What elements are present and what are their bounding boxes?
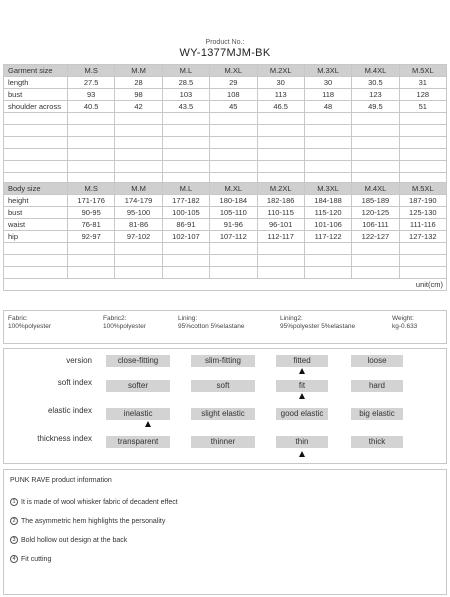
table-cell: 28 — [115, 77, 162, 89]
row-label: length — [4, 77, 68, 89]
table-cell: 30 — [304, 77, 351, 89]
thickness-index-label: thickness index — [37, 434, 92, 443]
body-size-table — [3, 182, 447, 291]
table-cell: 49.5 — [352, 101, 399, 113]
feature-item — [10, 498, 178, 506]
selected-marker-icon — [299, 451, 305, 457]
table-cell: 180-184 — [210, 195, 257, 207]
size-header: M.L — [162, 65, 209, 77]
table-cell: 28.5 — [162, 77, 209, 89]
circled-number-icon: 1 — [10, 498, 18, 506]
size-header: M.S — [68, 183, 115, 195]
table-cell: 105-110 — [210, 207, 257, 219]
table-cell: 31 — [399, 77, 446, 89]
garment-size-table — [3, 64, 447, 185]
fabric-info — [3, 310, 447, 344]
elastic-index-label: elastic index — [47, 406, 92, 415]
table-cell: 48 — [304, 101, 351, 113]
feature-text: The asymmetric hem highlights the personality — [21, 517, 166, 525]
elastic-index-option-selected: inelastic — [106, 408, 170, 420]
lining-value: 95%cotton 5%elastane — [178, 323, 245, 330]
table-cell: 120-125 — [352, 207, 399, 219]
table-cell: 123 — [352, 89, 399, 101]
fabric-label: Fabric: — [8, 315, 28, 322]
table-cell: 103 — [162, 89, 209, 101]
feature-text: Fit cutting — [21, 555, 52, 563]
table-cell: 76-81 — [68, 219, 115, 231]
table-cell: 98 — [115, 89, 162, 101]
size-header: M.5XL — [399, 183, 446, 195]
size-header: M.M — [115, 65, 162, 77]
lining-label: Lining: — [178, 315, 198, 322]
table-row — [4, 231, 447, 243]
fabric2-label: Fabric2: — [103, 315, 127, 322]
selected-marker-icon — [299, 368, 305, 374]
feature-text: Bold hollow out design at the back — [21, 536, 128, 544]
table-cell: 42 — [115, 101, 162, 113]
thickness-index-option-selected: thin — [276, 436, 328, 448]
table-cell: 113 — [257, 89, 304, 101]
empty-row — [4, 137, 447, 149]
elastic-index-option: big elastic — [351, 408, 403, 420]
row-label: shoulder across — [4, 101, 68, 113]
fit-index-panel — [3, 348, 447, 464]
table-cell: 107-112 — [210, 231, 257, 243]
table-cell: 111-116 — [399, 219, 446, 231]
version-label: version — [66, 356, 92, 365]
row-label: bust — [4, 207, 68, 219]
table-cell: 95-100 — [115, 207, 162, 219]
soft-index-option: softer — [106, 380, 170, 392]
table-cell: 127-132 — [399, 231, 446, 243]
table-cell: 128 — [399, 89, 446, 101]
table-row — [4, 195, 447, 207]
feature-text: It is made of wool whisker fabric of decadent effect — [21, 498, 178, 506]
thickness-index-option: transparent — [106, 436, 170, 448]
table-cell: 177-182 — [162, 195, 209, 207]
unit-row — [4, 279, 447, 291]
size-header: M.4XL — [352, 65, 399, 77]
table-cell: 45 — [210, 101, 257, 113]
size-header: M.4XL — [352, 183, 399, 195]
version-option: slim-fitting — [191, 355, 255, 367]
product-number-label: Product No.: — [205, 39, 245, 46]
table-cell: 102-107 — [162, 231, 209, 243]
table-row — [4, 101, 447, 113]
empty-row — [4, 113, 447, 125]
table-cell: 96-101 — [257, 219, 304, 231]
empty-row — [4, 243, 447, 255]
table-cell: 40.5 — [68, 101, 115, 113]
row-label: waist — [4, 219, 68, 231]
table-cell: 187-190 — [399, 195, 446, 207]
circled-number-icon: 4 — [10, 555, 18, 563]
soft-index-option-selected: fit — [276, 380, 328, 392]
fabric-block — [8, 315, 51, 331]
row-label: hip — [4, 231, 68, 243]
garment-size-header-row — [4, 65, 447, 77]
fabric2-block — [103, 315, 146, 331]
thickness-index-option: thick — [351, 436, 403, 448]
size-header: M.2XL — [257, 65, 304, 77]
weight-value: kg-0.633 — [392, 323, 418, 330]
table-cell: 100-105 — [162, 207, 209, 219]
table-cell: 91-96 — [210, 219, 257, 231]
table-cell: 184-188 — [304, 195, 351, 207]
product-info-title: PUNK RAVE product information — [10, 477, 112, 484]
table-cell: 125-130 — [399, 207, 446, 219]
circled-number-icon: 2 — [10, 517, 18, 525]
empty-row — [4, 267, 447, 279]
size-header: M.XL — [210, 183, 257, 195]
weight-block — [392, 315, 417, 331]
row-label: height — [4, 195, 68, 207]
table-cell: 81-86 — [115, 219, 162, 231]
feature-item — [10, 517, 165, 525]
lining2-value: 95%polyester 5%elastane — [280, 323, 356, 330]
size-header: M.5XL — [399, 65, 446, 77]
empty-row — [4, 149, 447, 161]
table-row — [4, 89, 447, 101]
size-header: M.M — [115, 183, 162, 195]
table-row — [4, 219, 447, 231]
table-cell: 46.5 — [257, 101, 304, 113]
table-row — [4, 207, 447, 219]
selected-marker-icon — [145, 421, 151, 427]
thickness-index-option: thinner — [191, 436, 255, 448]
product-header — [0, 38, 450, 59]
empty-row — [4, 161, 447, 173]
table-cell: 101-106 — [304, 219, 351, 231]
table-cell: 118 — [304, 89, 351, 101]
size-header: M.XL — [210, 65, 257, 77]
version-option: loose — [351, 355, 403, 367]
empty-row — [4, 125, 447, 137]
table-cell: 51 — [399, 101, 446, 113]
table-cell: 185-189 — [352, 195, 399, 207]
unit-label: unit(cm) — [4, 279, 447, 291]
product-code: WY-1377MJM-BK — [179, 47, 271, 59]
table-cell: 27.5 — [68, 77, 115, 89]
circled-number-icon: 3 — [10, 536, 18, 544]
table-cell: 29 — [210, 77, 257, 89]
garment-size-header: Garment size — [4, 65, 68, 77]
table-cell: 171-176 — [68, 195, 115, 207]
version-option: close-fitting — [106, 355, 170, 367]
table-cell: 97-102 — [115, 231, 162, 243]
table-cell: 112-117 — [257, 231, 304, 243]
table-cell: 117-122 — [304, 231, 351, 243]
table-cell: 110-115 — [257, 207, 304, 219]
table-cell: 182-186 — [257, 195, 304, 207]
size-header: M.3XL — [304, 65, 351, 77]
table-cell: 86-91 — [162, 219, 209, 231]
size-header: M.2XL — [257, 183, 304, 195]
size-header: M.3XL — [304, 183, 351, 195]
table-cell: 122-127 — [352, 231, 399, 243]
soft-index-option: hard — [351, 380, 403, 392]
table-cell: 43.5 — [162, 101, 209, 113]
table-cell: 30 — [257, 77, 304, 89]
product-info-panel — [3, 469, 447, 595]
body-size-header: Body size — [4, 183, 68, 195]
feature-item — [10, 555, 51, 563]
lining2-label: Lining2: — [280, 315, 303, 322]
table-row — [4, 77, 447, 89]
table-cell: 108 — [210, 89, 257, 101]
table-cell: 106-111 — [352, 219, 399, 231]
lining2-block — [280, 315, 355, 331]
feature-item — [10, 536, 127, 544]
version-option-selected: fitted — [276, 355, 328, 367]
weight-label: Weight: — [392, 315, 414, 322]
table-cell: 115-120 — [304, 207, 351, 219]
soft-index-option: soft — [191, 380, 255, 392]
row-label: bust — [4, 89, 68, 101]
body-size-header-row — [4, 183, 447, 195]
size-header: M.S — [68, 65, 115, 77]
fabric2-value: 100%polyester — [103, 323, 146, 330]
empty-row — [4, 255, 447, 267]
table-cell: 93 — [68, 89, 115, 101]
lining-block — [178, 315, 245, 331]
table-cell: 30.5 — [352, 77, 399, 89]
table-cell: 174-179 — [115, 195, 162, 207]
table-cell: 92-97 — [68, 231, 115, 243]
selected-marker-icon — [299, 393, 305, 399]
soft-index-label: soft index — [57, 378, 92, 387]
elastic-index-option: slight elastic — [191, 408, 255, 420]
table-cell: 90-95 — [68, 207, 115, 219]
size-header: M.L — [162, 183, 209, 195]
elastic-index-option: good elastic — [276, 408, 328, 420]
fabric-value: 100%polyester — [8, 323, 51, 330]
